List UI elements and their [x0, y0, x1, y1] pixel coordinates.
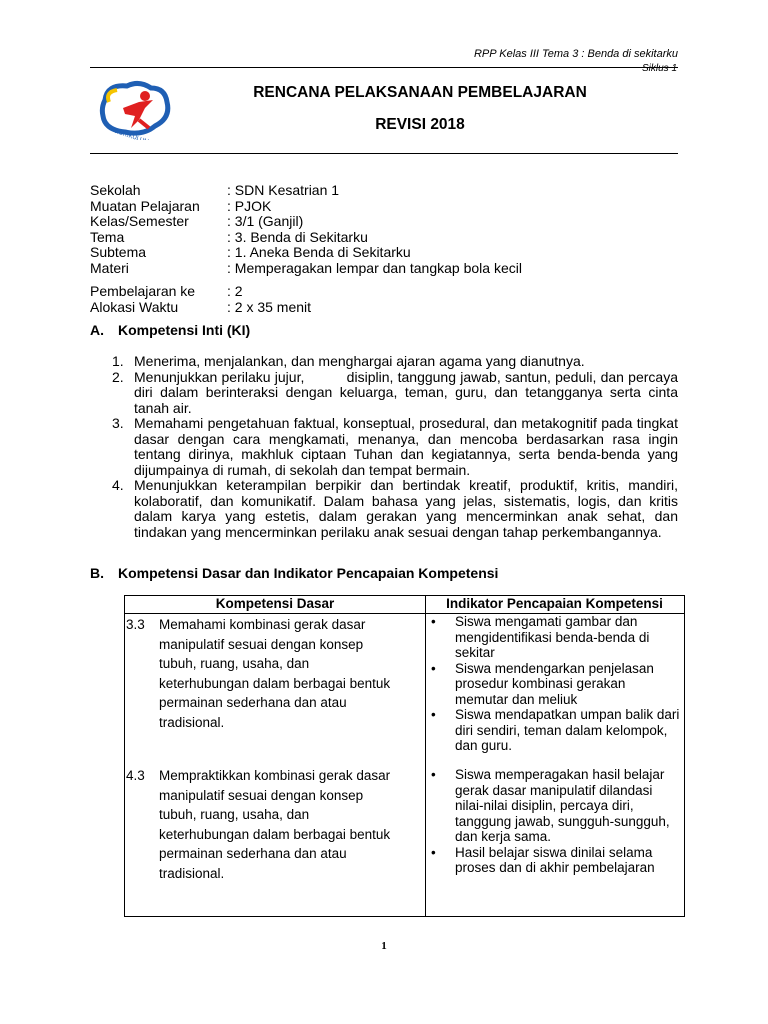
identity-row: Pembelajaran ke : 2: [90, 283, 243, 299]
logo-text: KURIKULUM 2013: [113, 128, 164, 140]
indicator-list: [430, 767, 682, 876]
section-a-heading: A. Kompetensi Inti (KI): [90, 322, 251, 338]
identity-row: Tema : 3. Benda di Sekitarku: [90, 228, 368, 245]
document-title: RENCANA PELAKSANAAN PEMBELAJARAN: [253, 84, 587, 101]
list-item: 4. Menunjukkan keterampilan berpikir dan bertindak kreatif, produktif, kritis, mandiri, kolaboratif, dan komunikatif. Dalam bahasa yang jelas, sistematis, logis, dan kritis dalam karya yang estetis, dalam gerakan yang mencerminkan anak sehat, dan tindakan yang mencerminkan perilaku anak sesuai dengan tahap perkembangannya.: [112, 477, 678, 540]
identity-table: [90, 183, 522, 315]
list-item: • Hasil belajar siswa dinilai selama proses dan di akhir pembelajaran: [431, 844, 655, 875]
page-number: 1: [381, 940, 387, 952]
list-item: 3. Memahami pengetahuan faktual, konseptual, prosedural, dan metakognitif pada tingkat dasar dengan cara mengkamati, menanya, dan mencoba berdasarkan rasa ingin tentang dirinya, makhluk ciptaan Tuhan dan kegiatannya, serta benda-benda yang dijumpainya di rumah, di sekolah dan tempat bermain.: [112, 415, 678, 478]
table-header: [125, 596, 684, 614]
list-item: • Siswa mendengarkan penjelasan prosedur kombinasi gerakan memutar dan meliuk: [431, 660, 654, 707]
kompetensi-table: [124, 595, 685, 917]
kd-cell: 3.3 Memahami kombinasi gerak dasar manipulatif sesuai dengan konsep tubuh, ruang, usaha, dan keterhubungan dalam berbagai bentuk permainan sederhana dan atau tradisional.: [126, 617, 391, 730]
indicator-list: [430, 614, 682, 754]
identity-row: Muatan Pelajaran : PJOK: [90, 197, 272, 214]
list-item: • Siswa mendapatkan umpan balik dari diri sendiri, teman dalam kelompok, dan guru.: [431, 707, 680, 753]
running-header-siklus: Siklus 1: [641, 63, 677, 74]
section-b-heading: B. Kompetensi Dasar dan Indikator Pencapaian Kompetensi: [90, 565, 499, 581]
identity-row: Subtema : 1. Aneka Benda di Sekitarku: [90, 244, 411, 260]
header-kompetensi-dasar: Kompetensi Dasar: [215, 596, 335, 611]
column-divider: [425, 596, 426, 916]
list-item: • Siswa mengamati gambar dan mengidentifikasi benda-benda di sekitar: [431, 614, 650, 660]
identity-row: Alokasi Waktu : 2 x 35 menit: [90, 298, 312, 315]
kompetensi-inti-list: [112, 353, 682, 540]
identity-row: Sekolah : SDN Kesatrian 1: [90, 182, 340, 198]
list-item: 1. Menerima, menjalankan, dan menghargai ajaran agama yang dianutnya.: [112, 353, 585, 369]
identity-row: Materi : Memperagakan lempar dan tangkap bola kecil: [90, 259, 522, 276]
kd-cell: 4.3 Mempraktikkan kombinasi gerak dasar manipulatif sesuai dengan konsep tubuh, ruang, usaha, dan keterhubungan dalam berbagai bentuk permainan sederhana dan atau tradisional.: [126, 768, 391, 881]
list-item: • Siswa memperagakan hasil belajar gerak dasar manipulatif dilandasi nilai-nilai disiplin, percaya diri, tanggung jawab, sungguh-sungguh, dan kerja sama.: [431, 767, 670, 844]
header-rule: [90, 67, 678, 68]
identity-row: Kelas/Semester : 3/1 (Ganjil): [90, 213, 304, 229]
running-header-title: RPP Kelas III Tema 3 : Benda di sekitarku: [473, 48, 678, 60]
document-subtitle: REVISI 2018: [375, 116, 465, 133]
list-item: 2. Menunjukkan perilaku jujur, disiplin, tanggung jawab, santun, peduli, dan percaya diri dalam berinteraksi dengan keluarga, teman, guru, dan tetangganya serta cinta tanah air.: [112, 368, 682, 416]
title-rule: [90, 153, 678, 154]
header-indikator: Indikator Pencapaian Kompetensi: [446, 596, 663, 611]
